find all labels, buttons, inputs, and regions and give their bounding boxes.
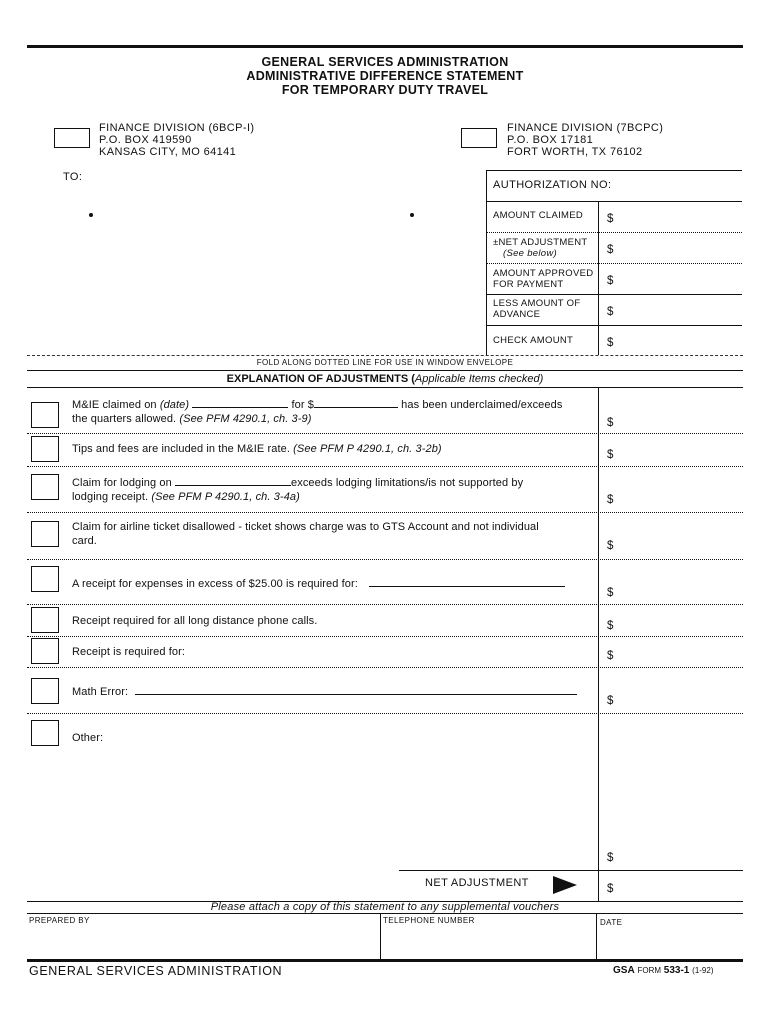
check-amount-currency: $ bbox=[607, 337, 614, 349]
receipt25-text: A receipt for expenses in excess of $25.00 is required for: bbox=[72, 578, 358, 590]
explanation-heading-rule bbox=[27, 387, 743, 388]
right-address-line3: FORT WORTH, TX 76102 bbox=[507, 146, 643, 158]
right-address bbox=[507, 122, 663, 158]
summary-top-border bbox=[486, 170, 742, 171]
summary-row-line-4 bbox=[486, 294, 742, 295]
phone-checkbox[interactable] bbox=[31, 607, 59, 633]
mie-checkbox[interactable] bbox=[31, 402, 59, 428]
explanation-amount-divider bbox=[598, 387, 599, 901]
row-divider-5 bbox=[27, 604, 743, 605]
right-address-line1: FINANCE DIVISION (7BCPC) bbox=[507, 122, 664, 134]
form-title-line3: FOR TEMPORARY DUTY TRAVEL bbox=[281, 83, 489, 97]
left-address-checkbox[interactable] bbox=[54, 128, 90, 148]
lodging-item-text bbox=[72, 474, 592, 504]
summary-value-divider bbox=[598, 201, 599, 355]
form-title-line1: GENERAL SERVICES ADMINISTRATION bbox=[261, 55, 509, 69]
summary-row-line-1 bbox=[486, 201, 742, 202]
phone-amount-currency: $ bbox=[607, 620, 614, 632]
explanation-heading-bold: EXPLANATION OF ADJUSTMENTS ( bbox=[226, 373, 415, 385]
bottom-rule bbox=[27, 959, 743, 962]
lodging-line2: lodging receipt. bbox=[72, 491, 149, 503]
row-divider-6 bbox=[27, 636, 743, 637]
date-label: DATE bbox=[600, 918, 623, 927]
lodging-reference: (See PFM P 4290.1, ch. 3-4a) bbox=[151, 491, 300, 503]
mie-date-label: (date) bbox=[159, 399, 190, 411]
receipt25-amount-currency: $ bbox=[607, 587, 614, 599]
tips-text: Tips and fees are included in the M&IE rate. bbox=[72, 443, 290, 455]
math-error-field[interactable] bbox=[135, 683, 577, 695]
agency-name: GENERAL SERVICES ADMINISTRATION bbox=[29, 964, 283, 978]
receipt-required-amount-currency: $ bbox=[607, 650, 614, 662]
form-title-line2: ADMINISTRATIVE DIFFERENCE STATEMENT bbox=[246, 69, 524, 83]
row-divider-9 bbox=[399, 870, 743, 871]
receipt-required-checkbox[interactable] bbox=[31, 638, 59, 664]
summary-row-line-3 bbox=[486, 263, 742, 264]
lodging-prefix: Claim for lodging on bbox=[72, 477, 172, 489]
net-adjustment-label: ±NET ADJUSTMENT bbox=[493, 237, 588, 248]
other-explanation-area[interactable] bbox=[72, 748, 587, 843]
airline-item-text bbox=[72, 520, 592, 548]
left-address-line1: FINANCE DIVISION (6BCP-I) bbox=[99, 122, 255, 134]
form-revision: (1-92) bbox=[692, 966, 714, 975]
net-adjustment-currency: $ bbox=[607, 244, 614, 256]
lodging-amount-currency: $ bbox=[607, 494, 614, 506]
math-error-label: Math Error: bbox=[72, 686, 129, 698]
other-checkbox[interactable] bbox=[31, 720, 59, 746]
window-corner-mark-left bbox=[89, 213, 93, 217]
other-amount-currency: $ bbox=[607, 852, 614, 864]
mie-reference: (See PFM 4290.1, ch. 3-9) bbox=[179, 413, 312, 425]
amount-approved-label: AMOUNT APPROVED bbox=[493, 268, 594, 279]
receipt25-item-text bbox=[72, 575, 592, 591]
form-word: FORM bbox=[637, 966, 662, 975]
form-gsa: GSA bbox=[613, 965, 635, 976]
lodging-date-field[interactable] bbox=[175, 474, 291, 486]
receipt25-checkbox[interactable] bbox=[31, 566, 59, 592]
form-id: 533-1 bbox=[663, 965, 690, 976]
mie-suffix: has been underclaimed/exceeds bbox=[401, 399, 563, 411]
row-divider-7 bbox=[27, 667, 743, 668]
left-address-line3: KANSAS CITY, MO 64141 bbox=[99, 146, 237, 158]
right-address-checkbox[interactable] bbox=[461, 128, 497, 148]
phone-item-text: Receipt required for all long distance phone calls. bbox=[72, 615, 318, 627]
summary-row-line-5 bbox=[486, 325, 742, 326]
mie-line2: the quarters allowed. bbox=[72, 413, 177, 425]
row-divider-1 bbox=[27, 433, 743, 434]
receipt-required-item-text: Receipt is required for: bbox=[72, 646, 186, 658]
fold-instruction: FOLD ALONG DOTTED LINE FOR USE IN WINDOW ENVELOPE bbox=[256, 358, 514, 367]
math-error-amount-currency: $ bbox=[607, 695, 614, 707]
tips-amount-currency: $ bbox=[607, 449, 614, 461]
less-advance-sublabel: ADVANCE bbox=[493, 309, 541, 320]
net-adjustment-total-currency: $ bbox=[607, 883, 614, 895]
less-advance-label: LESS AMOUNT OF bbox=[493, 298, 581, 309]
mie-amount-currency: $ bbox=[607, 417, 614, 429]
left-address-line2: P.O. BOX 419590 bbox=[99, 134, 192, 146]
mie-amount-field[interactable] bbox=[314, 396, 398, 408]
amount-claimed-currency: $ bbox=[607, 213, 614, 225]
amount-claimed-label: AMOUNT CLAIMED bbox=[493, 210, 584, 221]
amount-approved-sublabel: FOR PAYMENT bbox=[493, 279, 564, 290]
telephone-label: TELEPHONE NUMBER bbox=[383, 916, 475, 925]
airline-checkbox[interactable] bbox=[31, 521, 59, 547]
math-error-item-text bbox=[72, 683, 592, 699]
check-amount-label: CHECK AMOUNT bbox=[493, 335, 574, 346]
right-address-line2: P.O. BOX 17181 bbox=[507, 134, 594, 146]
attach-note: Please attach a copy of this statement to any supplemental vouchers bbox=[210, 901, 560, 913]
row-divider-3 bbox=[27, 512, 743, 513]
date-field[interactable] bbox=[597, 927, 742, 957]
left-address bbox=[99, 122, 254, 158]
prepared-by-label: PREPARED BY bbox=[29, 916, 90, 925]
row-divider-8 bbox=[27, 713, 743, 714]
authorization-label: AUTHORIZATION NO: bbox=[493, 179, 612, 191]
mie-prefix: M&IE claimed on bbox=[72, 399, 157, 411]
receipt25-field[interactable] bbox=[369, 575, 565, 587]
top-rule bbox=[27, 45, 743, 48]
mie-for-label: for $ bbox=[291, 399, 314, 411]
amount-approved-currency: $ bbox=[607, 275, 614, 287]
net-adjustment-sublabel: (See below) bbox=[503, 248, 557, 259]
lodging-checkbox[interactable] bbox=[31, 474, 59, 500]
prepared-by-field[interactable] bbox=[27, 927, 379, 957]
to-label: TO: bbox=[63, 171, 83, 183]
window-corner-mark-right bbox=[410, 213, 414, 217]
mie-item-text bbox=[72, 396, 592, 426]
explanation-top-rule bbox=[27, 370, 743, 371]
row-divider-2 bbox=[27, 466, 743, 467]
tips-checkbox[interactable] bbox=[31, 436, 59, 462]
row-divider-4 bbox=[27, 559, 743, 560]
signature-top-rule bbox=[27, 913, 743, 914]
mie-date-field[interactable] bbox=[192, 396, 288, 408]
tips-item-text bbox=[72, 442, 592, 456]
summary-row-line-2 bbox=[486, 232, 742, 233]
tips-reference: (See PFM P 4290.1, ch. 3-2b) bbox=[293, 443, 442, 455]
less-advance-currency: $ bbox=[607, 306, 614, 318]
form-number bbox=[613, 965, 714, 976]
other-item-text: Other: bbox=[72, 732, 104, 744]
airline-line2: card. bbox=[72, 535, 97, 547]
fold-line bbox=[27, 355, 743, 356]
telephone-field[interactable] bbox=[381, 927, 595, 957]
explanation-heading-italic: Applicable Items checked) bbox=[414, 373, 544, 385]
math-error-checkbox[interactable] bbox=[31, 678, 59, 704]
net-adjustment-arrow-icon bbox=[553, 876, 577, 894]
net-adjustment-total-label: NET ADJUSTMENT bbox=[425, 877, 529, 889]
airline-line1: Claim for airline ticket disallowed - ticket shows charge was to GTS Account and not individual bbox=[72, 521, 539, 533]
airline-amount-currency: $ bbox=[607, 540, 614, 552]
lodging-suffix: exceeds lodging limitations/is not supported by bbox=[291, 477, 524, 489]
explanation-heading bbox=[0, 373, 770, 385]
